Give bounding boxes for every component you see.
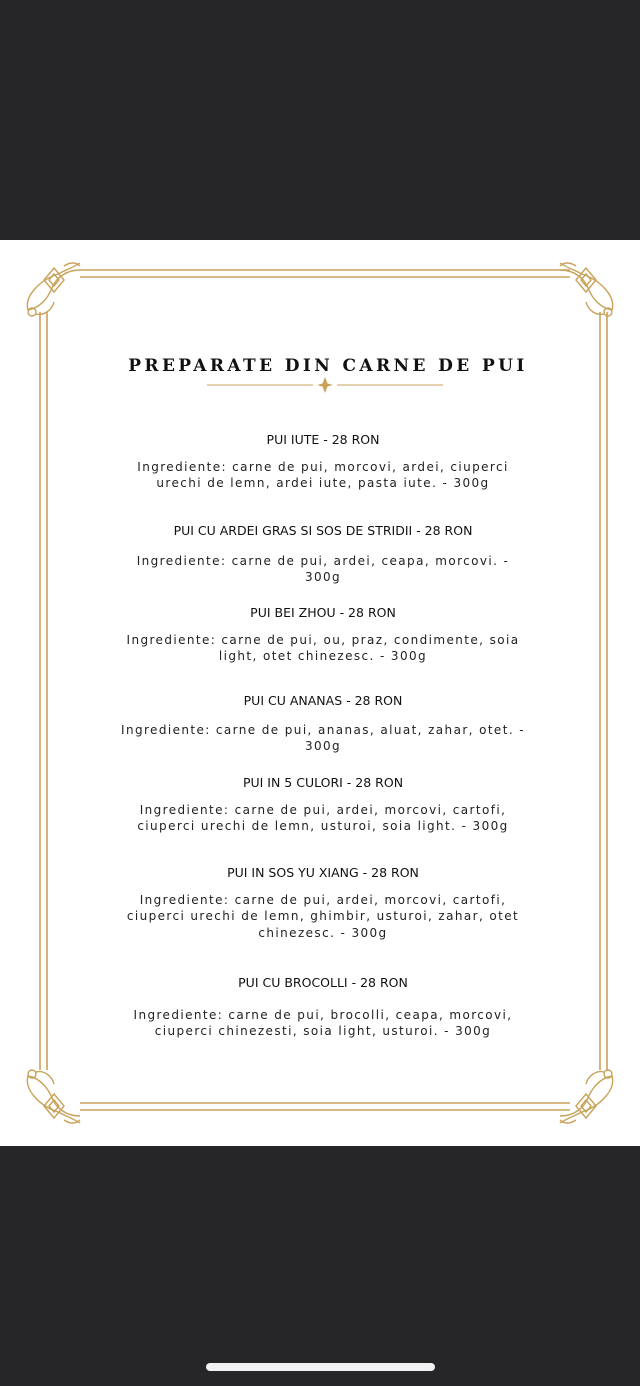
dish-name: PUI CU ANANAS - 28 RON: [243, 693, 403, 708]
dish-description: Ingrediente: carne de pui, ou, praz, condimente, soia light, otet chinezesc. - 300g: [126, 633, 520, 664]
dish-description: Ingrediente: carne de pui, ardei, morcovi, cartofi, ciuperci urechi de lemn, ghimbir, usturoi, zahar, otet chinezesc. - 300g: [126, 893, 520, 940]
home-indicator[interactable]: [206, 1363, 435, 1371]
dish-description: Ingrediente: carne de pui, ananas, aluat, zahar, otet. - 300g: [121, 723, 525, 754]
dish-description: Ingrediente: carne de pui, brocolli, ceapa, morcovi, ciuperci chinezesti, soia light, usturoi. - 300g: [133, 1008, 513, 1039]
dish-name: PUI IN 5 CULORI - 28 RON: [242, 775, 404, 790]
dish-name: PUI BEI ZHOU - 28 RON: [250, 605, 396, 620]
dish-name: PUI CU BROCOLLI - 28 RON: [238, 975, 408, 990]
star-icon: [317, 377, 333, 393]
corner-ornament-top-left: [27, 263, 80, 316]
title-divider-ornament: [205, 375, 445, 395]
corner-ornament-bottom-right: [560, 1070, 613, 1123]
dish-name: PUI IUTE - 28 RON: [266, 432, 380, 447]
dish-description: Ingrediente: carne de pui, morcovi, ardei, ciuperci urechi de lemn, ardei iute, pasta iute. - 300g: [137, 460, 509, 491]
corner-ornament-top-right: [560, 263, 613, 316]
menu-title: PREPARATE DIN CARNE DE PUI: [128, 356, 528, 376]
dish-name: PUI IN SOS YU XIANG - 28 RON: [227, 865, 419, 880]
menu-card: [0, 240, 640, 1146]
dish-name: PUI CU ARDEI GRAS SI SOS DE STRIDII - 28 RON: [173, 523, 473, 538]
corner-ornament-bottom-left: [27, 1070, 80, 1123]
dish-description: Ingrediente: carne de pui, ardei, morcovi, cartofi, ciuperci urechi de lemn, usturoi, soia light. - 300g: [137, 803, 509, 834]
dish-description: Ingrediente: carne de pui, ardei, ceapa, morcovi. - 300g: [136, 554, 510, 585]
